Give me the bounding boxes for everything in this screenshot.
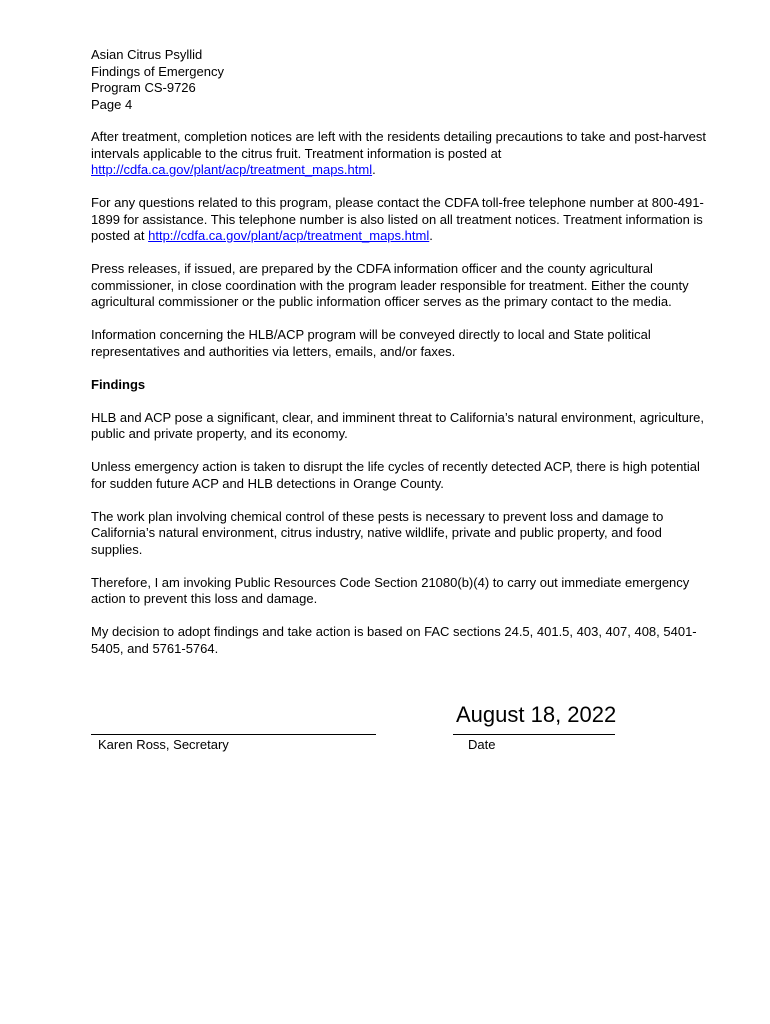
treatment-maps-link-2[interactable]: http://cdfa.ca.gov/plant/acp/treatment_maps.html — [148, 228, 430, 243]
finding-emergency-action: Unless emergency action is taken to disrupt the life cycles of recently detected ACP, there is high potential for sudden future ACP and HLB detections in Orange County. — [91, 459, 700, 491]
document-body — [91, 129, 711, 674]
paragraph-treatment-notices — [91, 129, 711, 179]
signature-line — [91, 734, 376, 735]
page-header — [91, 47, 224, 113]
finding-decision: My decision to adopt findings and take action is based on FAC sections 24.5, 401.5, 403, 407, 408, 5401-5405, and 5761-5764. — [91, 624, 697, 656]
finding-invoking-code: Therefore, I am invoking Public Resources Code Section 21080(b)(4) to carry out immediate emergency action to prevent this loss and damage. — [91, 574, 690, 606]
date-line — [453, 734, 615, 735]
signature-date-value: August 18, 2022 — [456, 702, 617, 727]
finding-work-plan: The work plan involving chemical control of these pests is necessary to prevent loss and damage to California’s natural environment, citrus industry, native wildlife, private and public property, and food supplies. — [91, 508, 664, 557]
paragraph-text: After treatment, completion notices are left with the residents detailing precautions to take and post-harvest intervals applicable to the citrus fruit. Treatment information is posted at — [91, 129, 706, 161]
paragraph-contact — [91, 195, 711, 245]
header-line-title: Asian Citrus Psyllid — [91, 47, 203, 62]
finding-threat: HLB and ACP pose a significant, clear, and imminent threat to California’s natural environment, agriculture, public and private property, and its economy. — [91, 409, 705, 441]
date-label: Date — [468, 737, 496, 752]
treatment-maps-link[interactable]: http://cdfa.ca.gov/plant/acp/treatment_maps.html — [91, 162, 373, 177]
header-line-subtitle: Findings of Emergency — [91, 63, 224, 79]
paragraph-text: For any questions related to this program, please contact the CDFA toll-free telephone number at 800-491-1899 for assistance. This telephone number is also listed on all treatment notices. Treatment information is posted at — [91, 195, 704, 243]
paragraph-end: . — [372, 162, 376, 177]
paragraph-press-releases: Press releases, if issued, are prepared by the CDFA information officer and the county agricultural commissioner, in close coordination with the program leader responsible for treatment. Either the county agricultural commissioner or the public information officer serves as the primary contact to the media. — [91, 261, 689, 309]
header-line-program: Program CS-9726 — [91, 80, 196, 95]
signatory-name: Karen Ross, Secretary — [98, 737, 229, 752]
header-line-page: Page 4 — [91, 96, 133, 112]
paragraph-end: . — [429, 228, 433, 243]
findings-heading: Findings — [91, 376, 146, 392]
paragraph-information: Information concerning the HLB/ACP program will be conveyed directly to local and State political representatives and authorities via letters, emails, and/or faxes. — [91, 327, 651, 359]
